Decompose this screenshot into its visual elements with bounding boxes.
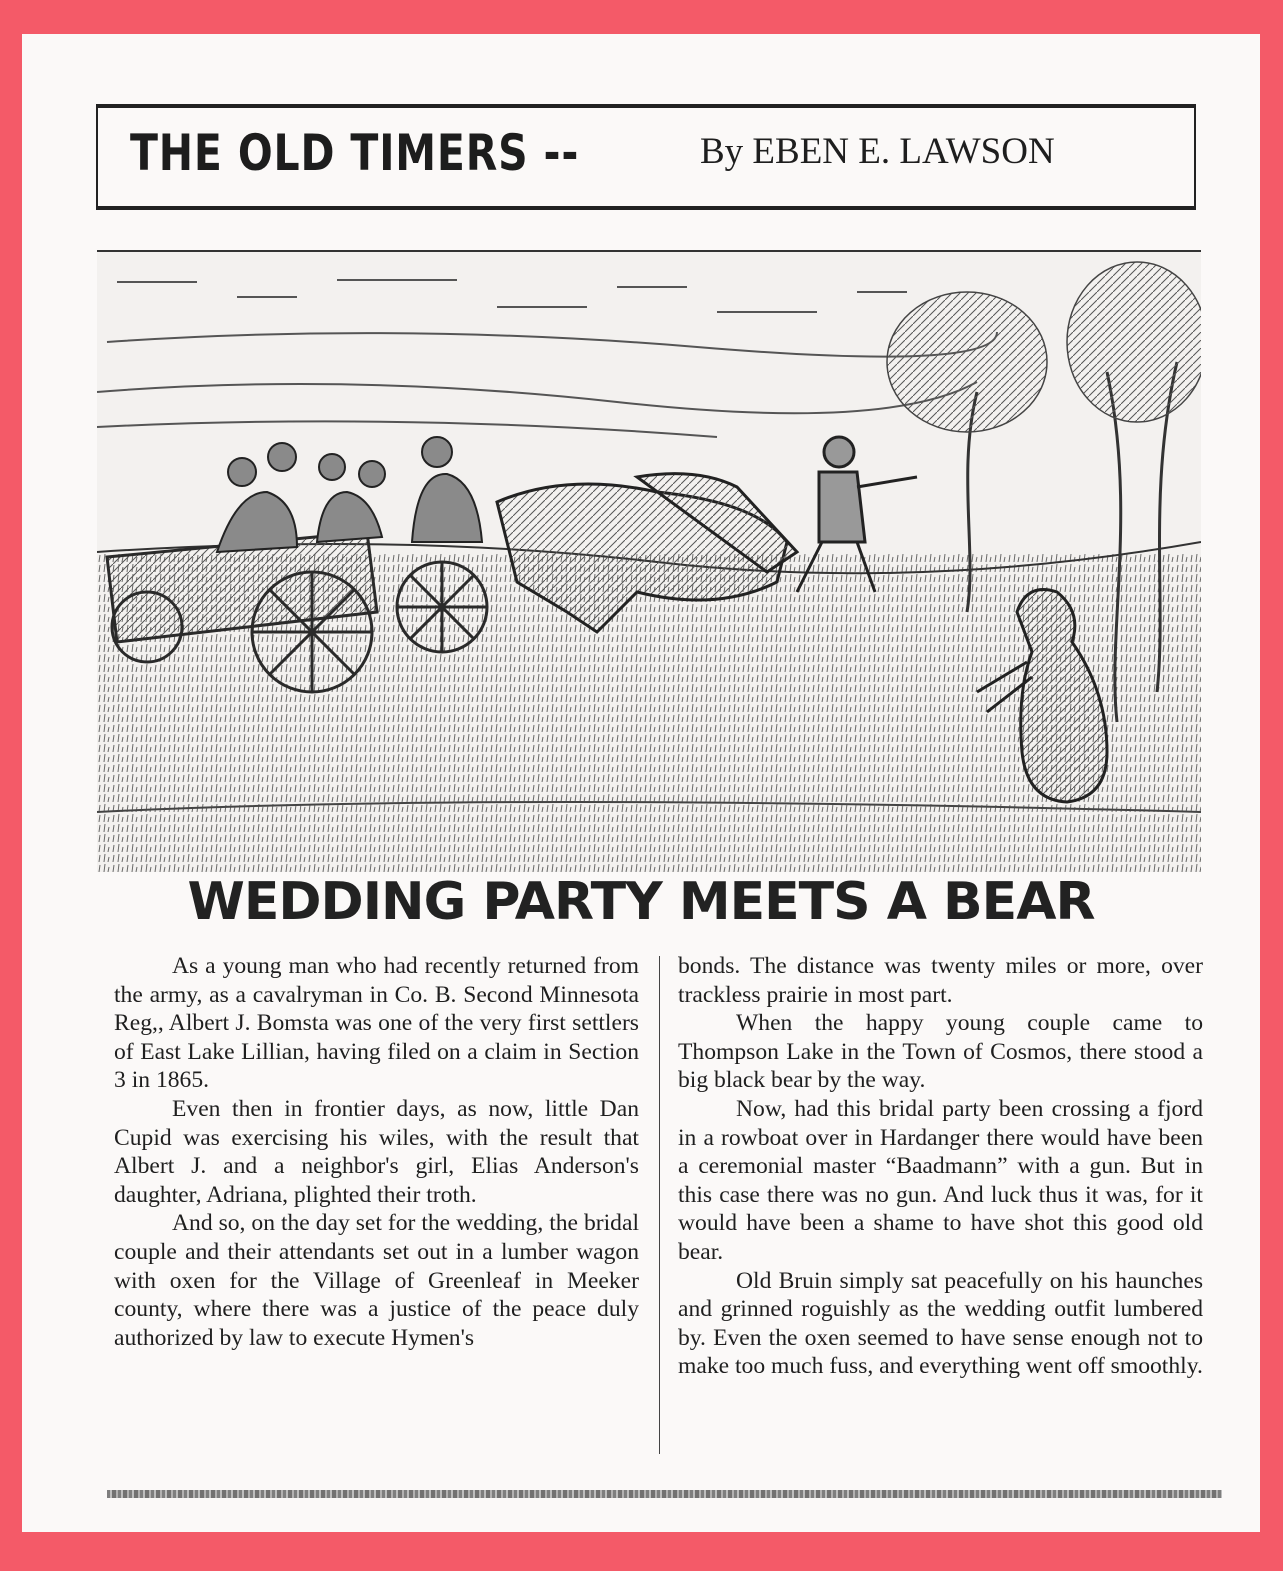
paragraph: When the happy young couple came to Thompson Lake in the Town of Cosmos, there stood a big black bear by the way. [678, 1010, 1203, 1094]
column-header [96, 104, 1196, 210]
article-right-column [678, 952, 1203, 1381]
bottom-rule [107, 1490, 1222, 1498]
paragraph: bonds. The distance was twenty miles or more, over trackless prairie in most part. [678, 953, 1203, 1008]
illustration-drawing [97, 252, 1201, 872]
article-left-column [114, 952, 639, 1352]
column-title: THE OLD TIMERS -- [130, 124, 580, 182]
paragraph: Even then in frontier days, as now, little Dan Cupid was exercising his wiles, with the result that Albert J. and a neighbor's girl, Elias Anderson's daughter, Adriana, plighted their troth. [114, 1095, 639, 1208]
column-divider [659, 956, 660, 1454]
newspaper-clipping [22, 34, 1260, 1532]
byline: By EBEN E. LAWSON [700, 131, 1055, 172]
wedding-wagon-bear-illustration [97, 250, 1201, 872]
paragraph: Old Bruin simply sat peacefully on his haunches and grinned roguishly as the wedding outfit lumbered by. Even the oxen seemed to have sense enough not to make too much fuss, and everything went off smoothly. [678, 1267, 1203, 1380]
paragraph: As a young man who had recently returned from the army, as a cavalryman in Co. B. Second Minnesota Reg,, Albert J. Bomsta was one of the very first settlers of East Lake Lillian, having filed on a claim in Section 3 in 1865. [114, 953, 639, 1094]
paragraph: Now, had this bridal party been crossing a fjord in a rowboat over in Hardanger there would have been a ceremonial master “Baadmann” with a gun. But in this case there was no gun. And luck thus it was, for it would have been a shame to have shot this good old bear. [678, 1095, 1203, 1265]
paragraph: And so, on the day set for the wedding, the bridal couple and their attendants set out in a lumber wagon with oxen for the Village of Greenleaf in Meeker county, where there was a justice of the peace duly authorized by law to execute Hymen's [114, 1210, 639, 1351]
article-headline: WEDDING PARTY MEETS A BEAR [187, 872, 1095, 932]
